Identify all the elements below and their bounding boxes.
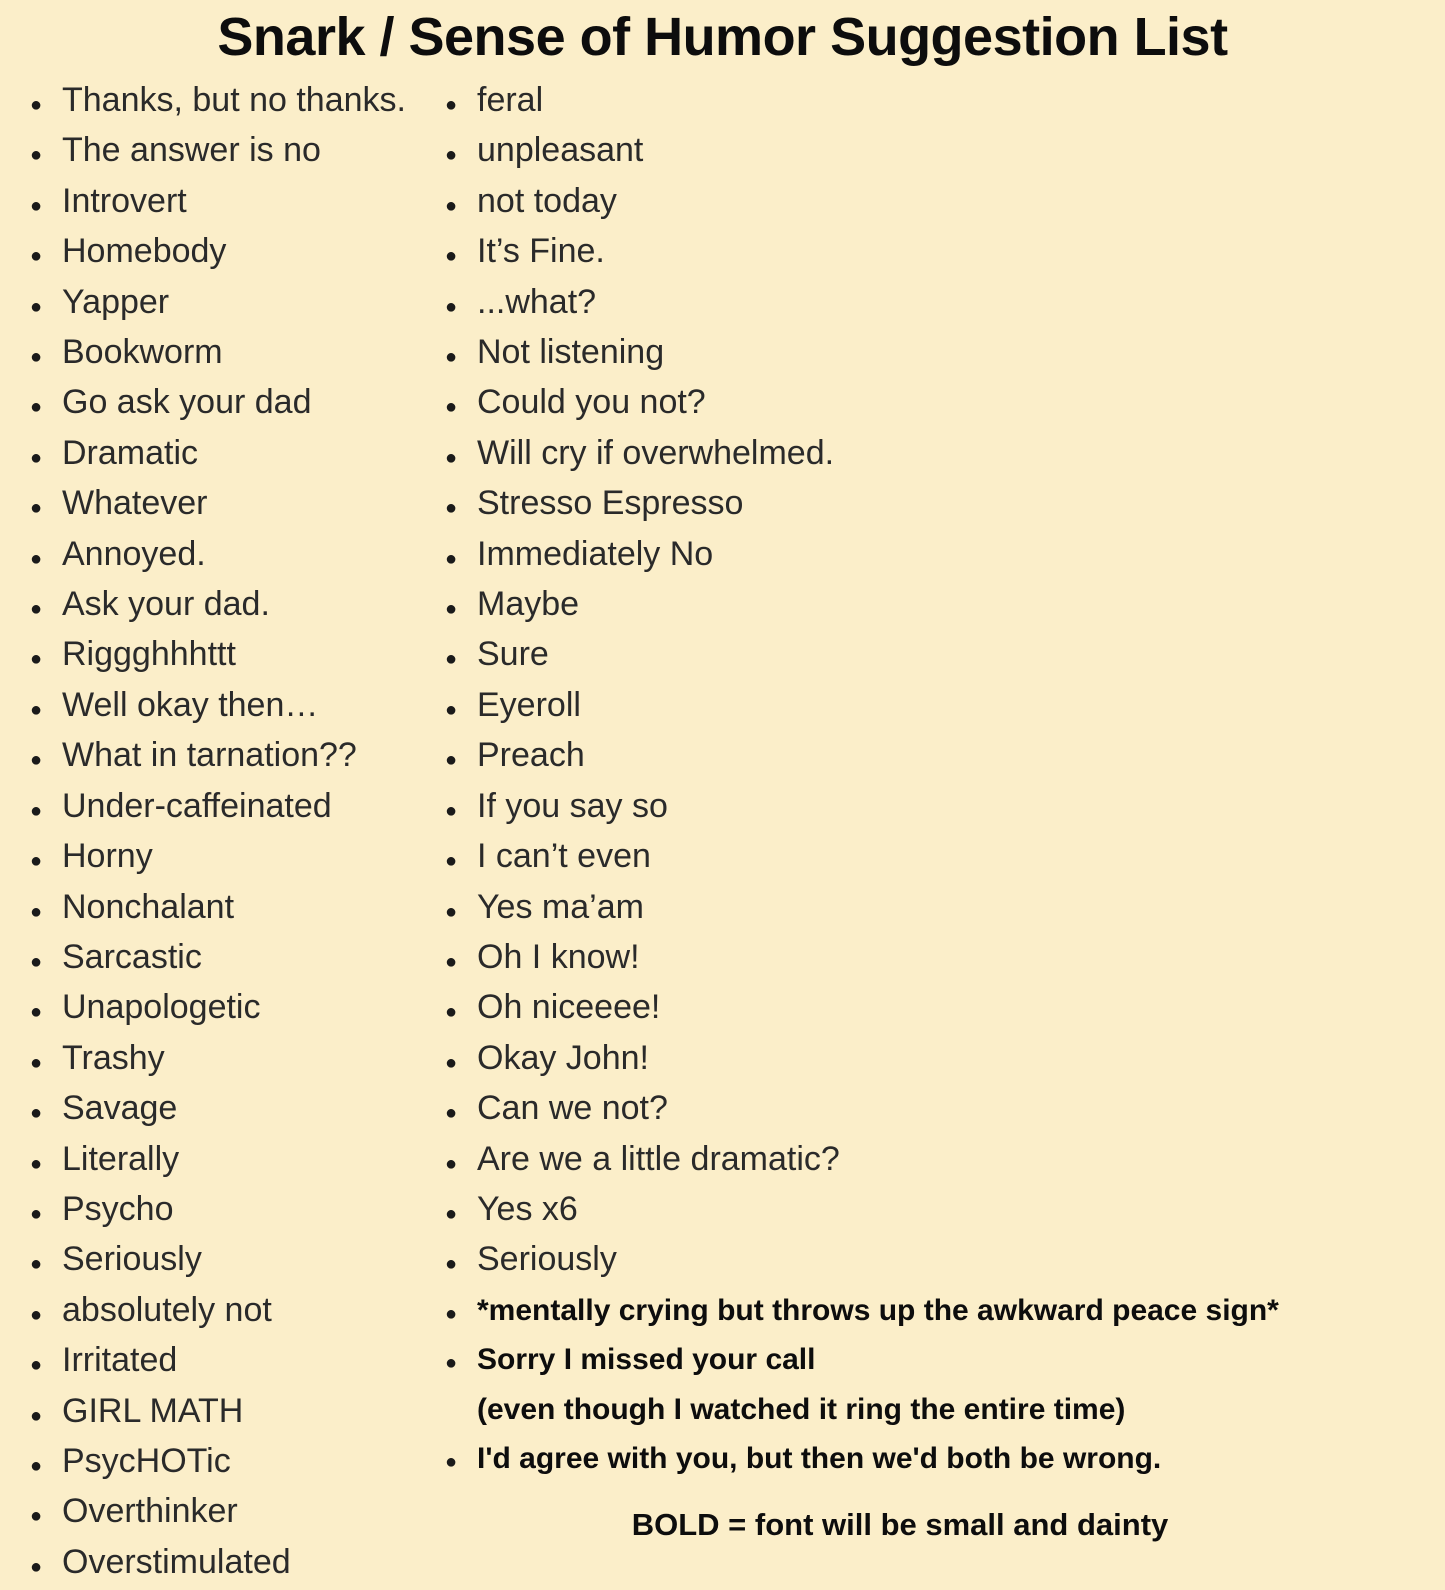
list-item-label: Go ask your dad bbox=[62, 383, 312, 422]
list-item bbox=[10, 1489, 425, 1539]
bullet-icon: ● bbox=[444, 346, 458, 369]
list-item bbox=[425, 229, 1435, 279]
list-item-label: (even though I watched it ring the entire time) bbox=[477, 1392, 1126, 1426]
list-item bbox=[425, 1187, 1435, 1237]
bullet-icon: ● bbox=[29, 1001, 43, 1024]
bullet-icon: ● bbox=[444, 749, 458, 772]
list-item-label: Literally bbox=[62, 1139, 180, 1178]
list-item-label: I'd agree with you, but then we'd both be wrong. bbox=[477, 1441, 1162, 1475]
list-item-label: Whatever bbox=[62, 484, 208, 523]
list-item bbox=[10, 1187, 425, 1237]
bullet-icon: ● bbox=[29, 648, 43, 671]
bullet-icon: ● bbox=[444, 1051, 458, 1074]
bullet-icon: ● bbox=[29, 950, 43, 973]
list-item-label: Introvert bbox=[62, 181, 187, 220]
bullet-icon: ● bbox=[444, 94, 458, 116]
list-item-label: Oh niceeee! bbox=[477, 988, 661, 1027]
list-item bbox=[425, 632, 1435, 682]
list-item bbox=[10, 632, 425, 682]
bullet-icon: ● bbox=[444, 1102, 458, 1125]
right-column bbox=[425, 78, 1435, 1543]
list-item-label: Bookworm bbox=[62, 333, 223, 372]
list-item bbox=[425, 1288, 1435, 1337]
list-item bbox=[425, 532, 1435, 582]
list-item bbox=[425, 128, 1435, 178]
list-item-label: Homebody bbox=[62, 232, 227, 271]
list-item-label: Sure bbox=[477, 635, 549, 674]
bullet-icon: ● bbox=[444, 245, 458, 268]
bullet-icon: ● bbox=[444, 1152, 458, 1175]
list-item bbox=[425, 582, 1435, 632]
list-item bbox=[10, 834, 425, 884]
bullet-icon: ● bbox=[444, 799, 458, 822]
bullet-icon: ● bbox=[29, 94, 43, 116]
list-item bbox=[10, 885, 425, 935]
bullet-icon: ● bbox=[29, 749, 43, 772]
list-item bbox=[10, 733, 425, 783]
bullet-icon: ● bbox=[444, 698, 458, 721]
list-item-label: Are we a little dramatic? bbox=[477, 1139, 840, 1178]
list-item-label: feral bbox=[477, 81, 544, 119]
list-item bbox=[425, 784, 1435, 834]
list-item-label: Unapologetic bbox=[62, 988, 261, 1027]
bullet-icon: ● bbox=[29, 1102, 43, 1125]
left-column bbox=[10, 78, 425, 1590]
bullet-icon: ● bbox=[29, 1404, 43, 1427]
list-item bbox=[425, 330, 1435, 380]
bullet-icon: ● bbox=[29, 1253, 43, 1276]
list-item bbox=[10, 280, 425, 330]
bullet-icon: ● bbox=[444, 648, 458, 671]
bullet-icon: ● bbox=[29, 245, 43, 268]
list-item-label: ...what? bbox=[477, 282, 597, 321]
bullet-icon: ● bbox=[29, 1505, 43, 1528]
list-item-label: Under-caffeinated bbox=[62, 786, 332, 825]
bullet-icon: ● bbox=[29, 1202, 43, 1225]
bullet-icon: ● bbox=[444, 1352, 458, 1375]
list-item-label: Could you not? bbox=[477, 383, 706, 422]
list-item-label: Well okay then… bbox=[62, 685, 319, 724]
list-item-label: Yes x6 bbox=[477, 1189, 578, 1228]
list-item bbox=[10, 78, 425, 128]
list-item-label: Maybe bbox=[477, 585, 580, 624]
list-item-label: Trashy bbox=[62, 1038, 165, 1077]
list-item-label: GIRL MATH bbox=[62, 1391, 244, 1430]
list-item bbox=[10, 1439, 425, 1489]
list-item bbox=[425, 1337, 1435, 1386]
list-item bbox=[10, 481, 425, 531]
list-item-label: Preach bbox=[477, 736, 585, 775]
bullet-icon: ● bbox=[29, 598, 43, 621]
bullet-icon: ● bbox=[29, 1303, 43, 1326]
bold-legend: BOLD = font will be small and dainty bbox=[631, 1507, 1169, 1543]
list-item-label: Overstimulated bbox=[62, 1542, 291, 1581]
bullet-icon: ● bbox=[444, 598, 458, 621]
list-item-label: Sarcastic bbox=[62, 937, 202, 976]
list-item bbox=[425, 683, 1435, 733]
bullet-icon: ● bbox=[444, 1302, 458, 1325]
list-item bbox=[425, 1036, 1435, 1086]
list-item bbox=[10, 582, 425, 632]
list-item-label: What in tarnation?? bbox=[62, 736, 357, 775]
list-item-label: Nonchalant bbox=[62, 887, 235, 926]
list-item bbox=[425, 935, 1435, 985]
list-item bbox=[425, 179, 1435, 229]
list-item-label: Can we not? bbox=[477, 1089, 668, 1128]
list-item bbox=[10, 128, 425, 178]
list-item-label: Sorry I missed your call bbox=[477, 1343, 816, 1377]
list-item-label: Annoyed. bbox=[62, 534, 206, 573]
bullet-icon: ● bbox=[444, 446, 458, 469]
bullet-icon: ● bbox=[29, 900, 43, 923]
bullet-icon: ● bbox=[29, 144, 43, 167]
list-item bbox=[10, 1036, 425, 1086]
list-item-label: Will cry if overwhelmed. bbox=[477, 433, 835, 472]
list-item-label: absolutely not bbox=[62, 1290, 272, 1329]
list-item-label: Overthinker bbox=[62, 1492, 238, 1531]
list-item-label: Oh I know! bbox=[477, 937, 640, 976]
list-item-label: PsycHOTic bbox=[62, 1441, 231, 1480]
list-item-label: Psycho bbox=[62, 1189, 174, 1228]
list-item bbox=[10, 683, 425, 733]
bullet-icon: ● bbox=[29, 295, 43, 318]
list-item-label: Eyeroll bbox=[477, 685, 581, 724]
bullet-icon: ● bbox=[444, 396, 458, 419]
list-item bbox=[10, 1389, 425, 1439]
list-item bbox=[425, 431, 1435, 481]
list-item-label: If you say so bbox=[477, 786, 668, 825]
bullet-icon: ● bbox=[29, 547, 43, 570]
bullet-icon: ● bbox=[29, 396, 43, 419]
bullet-icon: ● bbox=[29, 497, 43, 520]
bullet-icon: ● bbox=[444, 194, 458, 217]
bullet-icon: ● bbox=[29, 1454, 43, 1477]
bullet-icon: ● bbox=[444, 1202, 458, 1225]
right-suggestion-list bbox=[425, 78, 1435, 1485]
list-item bbox=[425, 885, 1435, 935]
list-item-label: Thanks, but no thanks. bbox=[62, 81, 406, 119]
list-item bbox=[10, 330, 425, 380]
list-item-label: Dramatic bbox=[62, 433, 199, 472]
bullet-icon: ● bbox=[444, 144, 458, 167]
bullet-icon: ● bbox=[444, 1253, 458, 1276]
list-item-label: Riggghhhttt bbox=[62, 635, 236, 674]
list-item-label: Savage bbox=[62, 1089, 178, 1128]
list-item-label: not today bbox=[477, 181, 617, 220]
bullet-icon: ● bbox=[29, 698, 43, 721]
list-item-label: Not listening bbox=[477, 333, 665, 372]
list-item-label: Okay John! bbox=[477, 1038, 649, 1077]
bullet-icon: ● bbox=[444, 850, 458, 873]
left-suggestion-list bbox=[10, 78, 425, 1590]
bullet-icon: ● bbox=[29, 346, 43, 369]
list-columns bbox=[0, 78, 1445, 1590]
list-item bbox=[10, 380, 425, 430]
list-item bbox=[10, 935, 425, 985]
bullet-icon: ● bbox=[29, 1051, 43, 1074]
list-item bbox=[10, 784, 425, 834]
list-item-label: *mentally crying but throws up the awkward peace sign* bbox=[477, 1293, 1279, 1327]
list-item-label: Immediately No bbox=[477, 534, 714, 573]
list-item bbox=[425, 733, 1435, 783]
list-item bbox=[425, 78, 1435, 128]
list-item-label: Stresso Espresso bbox=[477, 484, 744, 523]
list-item-label: Seriously bbox=[62, 1240, 202, 1279]
list-item bbox=[10, 1338, 425, 1388]
list-item bbox=[10, 1137, 425, 1187]
list-item bbox=[10, 179, 425, 229]
list-item-label: Seriously bbox=[477, 1240, 617, 1279]
list-item bbox=[10, 1237, 425, 1287]
bullet-icon: ● bbox=[444, 295, 458, 318]
list-item bbox=[425, 1237, 1435, 1287]
list-item-label: unpleasant bbox=[477, 131, 644, 170]
list-item bbox=[425, 481, 1435, 531]
list-item bbox=[10, 1086, 425, 1136]
list-item bbox=[425, 1137, 1435, 1187]
bullet-icon: ● bbox=[29, 1354, 43, 1377]
bullet-icon: ● bbox=[29, 194, 43, 217]
list-item bbox=[10, 229, 425, 279]
list-item bbox=[10, 431, 425, 481]
list-item bbox=[425, 380, 1435, 430]
list-item bbox=[10, 1288, 425, 1338]
bullet-icon: ● bbox=[444, 950, 458, 973]
list-item-label: I can’t even bbox=[477, 837, 651, 876]
list-item bbox=[425, 1387, 1435, 1436]
list-item bbox=[10, 985, 425, 1035]
list-item bbox=[10, 1540, 425, 1590]
page-title: Snark / Sense of Humor Suggestion List bbox=[217, 7, 1228, 67]
list-item bbox=[425, 985, 1435, 1035]
list-item bbox=[425, 834, 1435, 884]
bullet-icon: ● bbox=[444, 497, 458, 520]
bullet-icon: ● bbox=[29, 799, 43, 822]
bullet-icon: ● bbox=[444, 547, 458, 570]
list-item bbox=[425, 280, 1435, 330]
list-item-label: Irritated bbox=[62, 1341, 178, 1380]
bullet-icon: ● bbox=[444, 900, 458, 923]
list-item-label: Horny bbox=[62, 837, 153, 876]
bullet-icon: ● bbox=[444, 1001, 458, 1024]
list-item-label: It’s Fine. bbox=[477, 232, 605, 271]
bullet-icon: ● bbox=[29, 446, 43, 469]
bullet-icon: ● bbox=[29, 850, 43, 873]
bullet-icon: ● bbox=[29, 1555, 43, 1578]
list-item-label: Ask your dad. bbox=[62, 585, 270, 624]
list-item bbox=[10, 532, 425, 582]
bullet-icon: ● bbox=[444, 1450, 458, 1473]
list-item-label: Yes ma’am bbox=[477, 887, 644, 926]
list-item-label: Yapper bbox=[62, 282, 170, 321]
list-item bbox=[425, 1086, 1435, 1136]
list-item-label: The answer is no bbox=[62, 131, 321, 170]
bullet-icon: ● bbox=[29, 1152, 43, 1175]
list-item bbox=[425, 1436, 1435, 1485]
